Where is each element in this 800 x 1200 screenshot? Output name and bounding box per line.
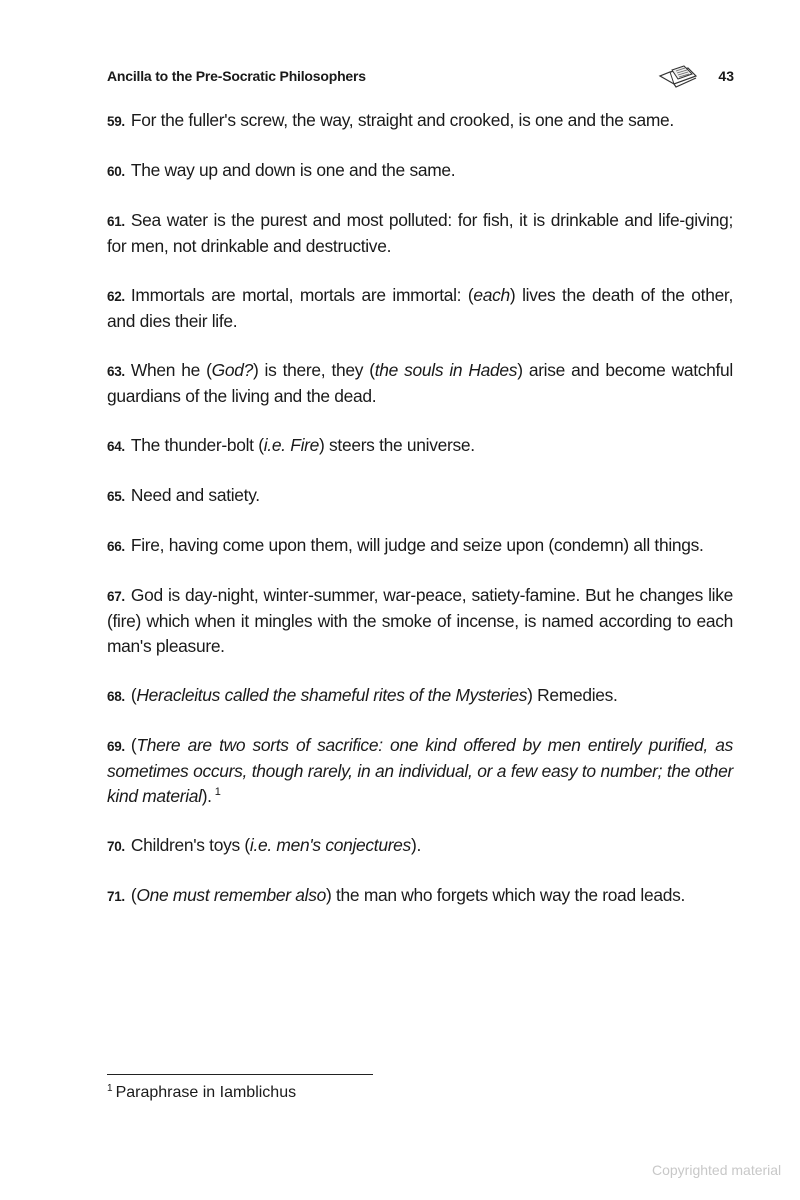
fragment xyxy=(107,358,733,409)
fragment-text: Fire, having come upon them, will judge and seize upon (condemn) all things. xyxy=(130,535,704,555)
fragment-italic-text: each xyxy=(473,285,510,305)
fragments-body xyxy=(107,108,733,933)
fragment xyxy=(107,683,733,709)
fragment xyxy=(107,158,733,184)
fragment-number: 63. xyxy=(107,364,125,379)
fragment-text: ) Remedies. xyxy=(527,685,618,705)
fragment-number: 65. xyxy=(107,489,125,504)
fragment xyxy=(107,733,733,809)
fragment-italic-text: i.e. men's conjectures xyxy=(249,835,411,855)
footnote-marker: 1 xyxy=(107,1082,113,1094)
fragment-number: 70. xyxy=(107,839,125,854)
fragment xyxy=(107,833,733,859)
footnote-reference[interactable]: 1 xyxy=(214,786,221,799)
fragment-text: The thunder-bolt ( xyxy=(130,435,264,455)
fragment xyxy=(107,583,733,659)
copyright-watermark: Copyrighted material xyxy=(652,1162,782,1178)
fragment xyxy=(107,533,733,559)
fragment-text: Need and satiety. xyxy=(130,485,260,505)
fragment-italic-text: Heracleitus called the shameful rites of the Mysteries xyxy=(136,685,528,705)
fragment xyxy=(107,433,733,459)
fragment-italic-text: One must remember also xyxy=(136,885,326,905)
fragment-text: ) arise and become watchful guardians of the living and the dead. xyxy=(107,360,733,406)
fragment-text: Immortals are mortal, mortals are immortal: ( xyxy=(130,285,474,305)
fragment xyxy=(107,108,733,134)
fragment-text: ). xyxy=(410,835,421,855)
fragment-italic-text: i.e. Fire xyxy=(263,435,319,455)
fragment xyxy=(107,883,733,909)
fragment-number: 62. xyxy=(107,289,125,304)
fragment-text: ). xyxy=(201,786,212,806)
fragment-number: 64. xyxy=(107,439,125,454)
open-book-icon xyxy=(658,64,698,88)
fragment-text: ) the man who forgets which way the road leads. xyxy=(325,885,686,905)
fragment-text: ) is there, they ( xyxy=(252,360,375,380)
fragment-text: The way up and down is one and the same. xyxy=(130,160,456,180)
fragment-text: ) lives the death of the other, and dies their life. xyxy=(107,285,733,331)
fragment-text: When he ( xyxy=(130,360,212,380)
fragment xyxy=(107,483,733,509)
footnote xyxy=(107,1084,296,1102)
fragment-text: ( xyxy=(130,685,137,705)
footnote-text: Paraphrase in Iamblichus xyxy=(115,1084,297,1101)
page-number: 43 xyxy=(718,68,734,84)
fragment-text: God is day-night, winter-summer, war-peace, satiety-famine. But he changes like (fire) which when it mingles with the smoke of incense, is named according to each man's pleasure. xyxy=(107,585,733,656)
fragment-number: 68. xyxy=(107,689,125,704)
fragment-number: 66. xyxy=(107,539,125,554)
fragment-number: 69. xyxy=(107,739,125,754)
fragment-number: 67. xyxy=(107,589,125,604)
footnote-separator xyxy=(107,1074,373,1075)
fragment-number: 60. xyxy=(107,164,125,179)
fragment-number: 71. xyxy=(107,889,125,904)
fragment xyxy=(107,208,733,259)
fragment-text: For the fuller's screw, the way, straight and crooked, is one and the same. xyxy=(130,110,674,130)
fragment-italic-text: God? xyxy=(211,360,253,380)
fragment-text: ( xyxy=(130,885,137,905)
fragment-italic-text: the souls in Hades xyxy=(374,360,518,380)
fragment-number: 59. xyxy=(107,114,125,129)
fragment-text: Children's toys ( xyxy=(130,835,250,855)
fragment-number: 61. xyxy=(107,214,125,229)
fragment-text: ) steers the universe. xyxy=(319,435,475,455)
fragment-text: ( xyxy=(130,735,137,755)
book-title: Ancilla to the Pre-Socratic Philosophers xyxy=(107,68,366,84)
fragment-text: Sea water is the purest and most polluted: for fish, it is drinkable and life-giving; for men, not drinkable and destructive. xyxy=(107,210,733,256)
fragment-italic-text: There are two sorts of sacrifice: one kind offered by men entirely purified, as sometimes occurs, though rarely, in an individual, or a few easy to number; the other kind material xyxy=(107,735,733,806)
running-header xyxy=(107,66,734,90)
fragment xyxy=(107,283,733,334)
